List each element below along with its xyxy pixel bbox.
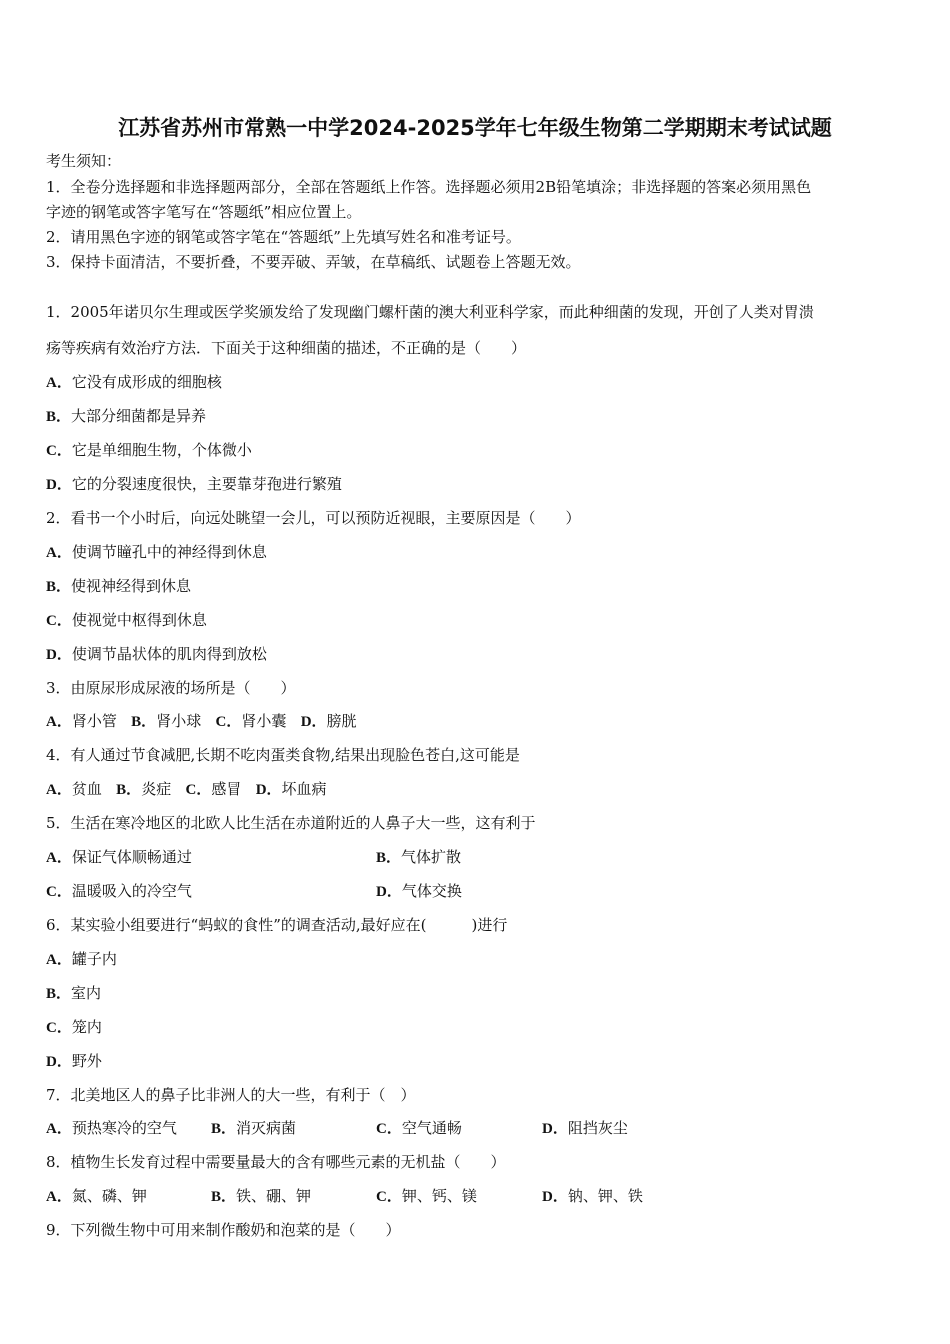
notice-item: 字迹的钢笔或答字笔写在“答题纸”相应位置上。	[46, 203, 362, 221]
question-1-option-b: B．大部分细菌都是异养	[46, 407, 207, 425]
question-4-options: A．贫血 B．炎症 C．感冒 D．坏血病	[46, 780, 327, 798]
question-7-option-d: D．阻挡灰尘	[542, 1119, 628, 1137]
question-6-option-c: C．笼内	[46, 1018, 102, 1036]
question-8-stem: 8．植物生长发育过程中需要量最大的含有哪些元素的无机盐（ ）	[46, 1153, 506, 1171]
notice-heading: 考生须知：	[46, 152, 122, 170]
question-7-option-c: C．空气通畅	[376, 1119, 462, 1137]
question-5-option-b: B．气体扩散	[376, 848, 462, 866]
question-4-stem: 4．有人通过节食减肥,长期不吃肉蛋类食物,结果出现脸色苍白,这可能是	[46, 746, 520, 764]
question-1-option-a: A．它没有成形成的细胞核	[46, 373, 222, 391]
question-8-option-a: A．氮、磷、钾	[46, 1187, 147, 1205]
question-2-option-b: B．使视神经得到休息	[46, 577, 192, 595]
question-3-options: A．肾小管 B．肾小球 C．肾小囊 D．膀胱	[46, 712, 357, 730]
question-7-option-a: A．预热寒冷的空气	[46, 1119, 177, 1137]
question-3-stem: 3．由原尿形成尿液的场所是（ ）	[46, 679, 296, 697]
question-5-stem: 5．生活在寒冷地区的北欧人比生活在赤道附近的人鼻子大一些，这有利于	[46, 814, 536, 832]
question-5-option-d: D．气体交换	[376, 882, 462, 900]
question-1-stem-cont: 疡等疾病有效治疗方法．下面关于这种细菌的描述，不正确的是（ ）	[46, 339, 527, 357]
question-1-stem: 1．2005年诺贝尔生理或医学奖颁发给了发现幽门螺杆菌的澳大利亚科学家，而此种细菌的发现，开创了人类对胃溃	[46, 303, 814, 321]
notice-item: 3．保持卡面清洁，不要折叠，不要弄破、弄皱，在草稿纸、试题卷上答题无效。	[46, 253, 581, 271]
question-1-option-d: D．它的分裂速度很快，主要靠芽孢进行繁殖	[46, 475, 342, 493]
question-6-stem: 6．某实验小组要进行“蚂蚁的食性”的调查活动,最好应在( )进行	[46, 916, 508, 934]
question-2-stem: 2．看书一个小时后，向远处眺望一会儿，可以预防近视眼，主要原因是（ ）	[46, 509, 581, 527]
notice-item: 2．请用黑色字迹的钢笔或答字笔在“答题纸”上先填写姓名和准考证号。	[46, 228, 521, 246]
question-2-option-a: A．使调节瞳孔中的神经得到休息	[46, 543, 267, 561]
question-2-option-d: D．使调节晶状体的肌肉得到放松	[46, 645, 267, 663]
question-5-option-a: A．保证气体顺畅通过	[46, 848, 192, 866]
question-2-option-c: C．使视觉中枢得到休息	[46, 611, 207, 629]
page-title: 江苏省苏州市常熟一中学2024-2025学年七年级生物第二学期期末考试试题	[118, 116, 832, 140]
question-1-option-c: C．它是单细胞生物，个体微小	[46, 441, 252, 459]
question-6-option-b: B．室内	[46, 984, 102, 1002]
question-7-option-b: B．消灭病菌	[211, 1119, 297, 1137]
question-8-option-c: C．钾、钙、镁	[376, 1187, 477, 1205]
question-9-stem: 9．下列微生物中可用来制作酸奶和泡菜的是（ ）	[46, 1221, 401, 1239]
question-6-option-d: D．野外	[46, 1052, 102, 1070]
question-5-option-c: C．温暖吸入的冷空气	[46, 882, 192, 900]
question-6-option-a: A．罐子内	[46, 950, 117, 968]
notice-item: 1．全卷分选择题和非选择题两部分，全部在答题纸上作答。选择题必须用2B铅笔填涂；非选择题的答案必须用黑色	[46, 178, 812, 196]
question-7-stem: 7．北美地区人的鼻子比非洲人的大一些，有利于（ ）	[46, 1086, 416, 1104]
question-8-option-b: B．铁、硼、钾	[211, 1187, 312, 1205]
question-8-option-d: D．钠、钾、铁	[542, 1187, 643, 1205]
